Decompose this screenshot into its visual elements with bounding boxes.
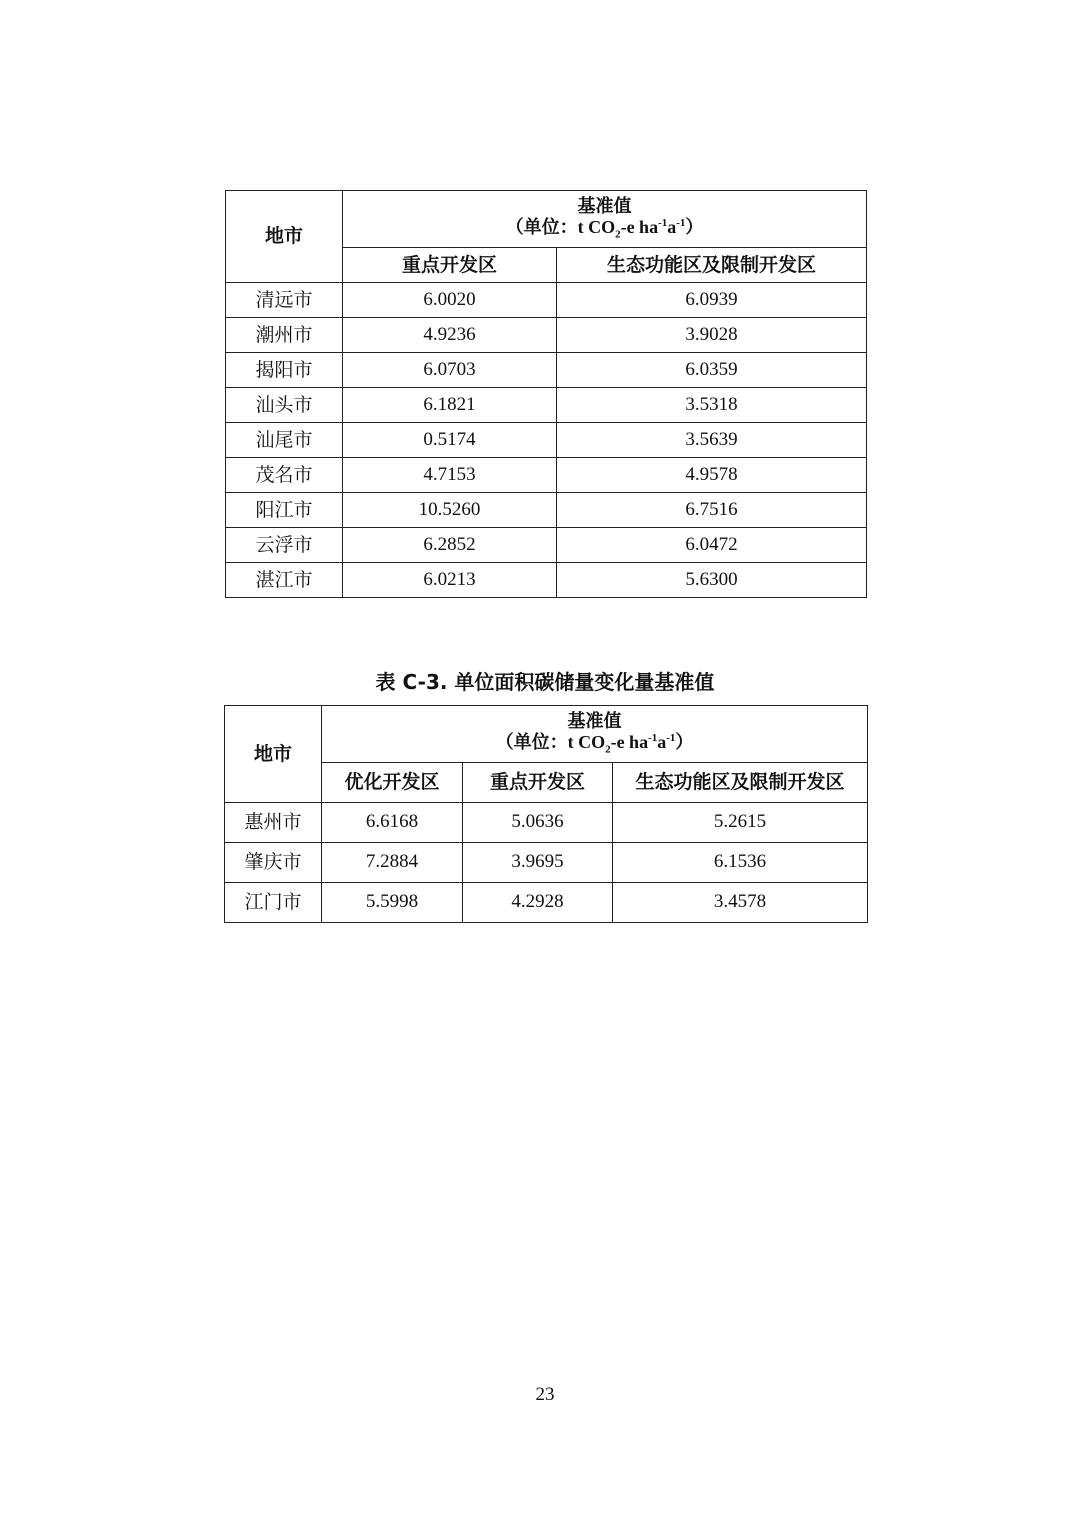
city-cell: 清远市	[226, 283, 343, 318]
baseline-title: 基准值	[567, 710, 622, 732]
table-row	[226, 318, 867, 353]
table-row	[225, 883, 868, 923]
table-row	[226, 423, 867, 458]
value-cell: 5.0636	[463, 803, 613, 843]
column-header: 重点开发区	[343, 248, 557, 283]
value-cell: 6.0472	[557, 528, 867, 563]
value-cell: 4.2928	[463, 883, 613, 923]
value-cell: 6.0020	[343, 283, 557, 318]
table-row	[226, 458, 867, 493]
unit-label: （单位：t $CO_2-e$ $ha^{-1}a^{-1}$）	[495, 732, 694, 756]
value-cell: 3.9695	[463, 843, 613, 883]
column-header: 生态功能区及限制开发区	[613, 763, 868, 803]
value-cell: 3.9028	[557, 318, 867, 353]
city-cell: 肇庆市	[225, 843, 322, 883]
table-row	[226, 353, 867, 388]
value-cell: 6.1821	[343, 388, 557, 423]
value-cell: 6.0213	[343, 563, 557, 598]
city-cell: 江门市	[225, 883, 322, 923]
value-cell: 5.6300	[557, 563, 867, 598]
value-cell: 3.4578	[613, 883, 868, 923]
value-cell: 5.2615	[613, 803, 868, 843]
value-cell: 4.9578	[557, 458, 867, 493]
unit-label: （单位：t $CO_2-e$ $ha^{-1}a^{-1}$）	[505, 217, 704, 241]
city-cell: 潮州市	[226, 318, 343, 353]
table-row	[225, 843, 868, 883]
city-cell: 云浮市	[226, 528, 343, 563]
table-row	[226, 528, 867, 563]
city-header: 地市	[225, 706, 322, 803]
value-cell: 6.0703	[343, 353, 557, 388]
value-cell: 6.0939	[557, 283, 867, 318]
value-cell: 3.5318	[557, 388, 867, 423]
baseline-group-header	[343, 191, 867, 248]
table-row	[226, 283, 867, 318]
city-cell: 揭阳市	[226, 353, 343, 388]
value-cell: 4.9236	[343, 318, 557, 353]
value-cell: 6.0359	[557, 353, 867, 388]
city-cell: 阳江市	[226, 493, 343, 528]
baseline-group-header	[322, 706, 868, 763]
city-cell: 湛江市	[226, 563, 343, 598]
value-cell: 3.5639	[557, 423, 867, 458]
value-cell: 6.1536	[613, 843, 868, 883]
city-header: 地市	[226, 191, 343, 283]
column-header: 优化开发区	[322, 763, 463, 803]
value-cell: 10.5260	[343, 493, 557, 528]
value-cell: 6.7516	[557, 493, 867, 528]
carbon-baseline-table-2	[224, 705, 868, 923]
city-cell: 汕尾市	[226, 423, 343, 458]
value-cell: 5.5998	[322, 883, 463, 923]
table-caption: 表 C-3. 单位面积碳储量变化量基准值	[375, 670, 715, 694]
value-cell: 0.5174	[343, 423, 557, 458]
value-cell: 4.7153	[343, 458, 557, 493]
table-row	[226, 563, 867, 598]
column-header: 重点开发区	[463, 763, 613, 803]
table-row	[225, 803, 868, 843]
city-cell: 茂名市	[226, 458, 343, 493]
baseline-title: 基准值	[577, 195, 632, 217]
table-row	[226, 493, 867, 528]
city-cell: 惠州市	[225, 803, 322, 843]
carbon-baseline-table-1	[225, 190, 867, 598]
value-cell: 6.2852	[343, 528, 557, 563]
page-number: 23	[535, 1384, 555, 1405]
table-row	[226, 388, 867, 423]
value-cell: 7.2884	[322, 843, 463, 883]
city-cell: 汕头市	[226, 388, 343, 423]
column-header: 生态功能区及限制开发区	[557, 248, 867, 283]
value-cell: 6.6168	[322, 803, 463, 843]
